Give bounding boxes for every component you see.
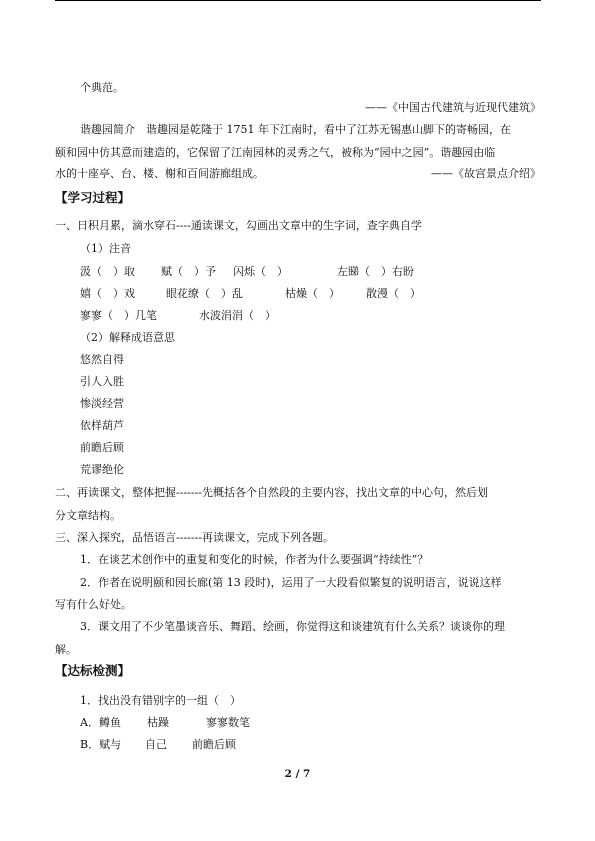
paragraph-line: 水的十座亭、台、楼、榭和百间游廊组成。: [55, 167, 264, 180]
page-number: 2 / 7: [284, 768, 311, 780]
option-b-word: 自己: [145, 738, 167, 751]
option-a: A．鳟鱼: [80, 716, 121, 729]
sub-heading: （1）注音: [80, 242, 131, 255]
pinyin-item: 水波涓涓（ ）: [199, 309, 276, 322]
idiom-item: 前瞻后顾: [80, 441, 124, 454]
pinyin-item: 眼花缭（ ）乱: [166, 287, 243, 300]
header-rule: [55, 0, 541, 1]
option-b: B．赋与: [80, 738, 122, 751]
question: 写有什么好处。: [55, 598, 132, 611]
question: 解。: [55, 643, 77, 656]
question: 2．作者在说明颐和园长廊(第 13 段时)，运用了一大段看似繁复的说明语言，说说这样: [80, 576, 502, 589]
pinyin-item: 赋（ ）予: [161, 265, 216, 278]
sub-heading: （2）解释成语意思: [80, 331, 175, 344]
option-a-word: 枯躁: [147, 716, 169, 729]
idiom-item: 荒谬绝伦: [80, 463, 124, 476]
idiom-item: 悠然自得: [80, 353, 124, 366]
option-a-word: 寥寥数笔: [206, 716, 250, 729]
task-item: 一、日积月累，滴水穿石----通读课文，勾画出文章中的生字词，查字典自学: [55, 219, 422, 232]
citation: ——《中国古代建筑与近现代建筑》: [365, 101, 541, 114]
option-b-word: 前瞻后顾: [192, 738, 236, 751]
idiom-item: 依样葫芦: [80, 419, 124, 432]
pinyin-item: 左睇（ ）右盼: [337, 265, 414, 278]
pinyin-item: 闪烁（ ）: [233, 265, 288, 278]
pinyin-item: 枯燥（ ）: [285, 287, 340, 300]
pinyin-item: 汲（ ）取: [80, 265, 135, 278]
section-heading-assessment: 【达标检测】: [55, 663, 131, 678]
section-heading-learning-process: 【学习过程】: [55, 190, 131, 205]
paragraph-line: 颐和园中仿其意而建造的，它保留了江南园林的灵秀之气，被称为“园中之园”。谐趣园由临: [55, 146, 496, 159]
paragraph-line: 谐趣园简介 谐趣园是乾隆于 1751 年下江南时，看中了江苏无锡惠山脚下的寄畅园，在: [80, 123, 511, 136]
task-item: 分文章结构。: [55, 509, 121, 522]
pinyin-item: 嬉（ ）戏: [80, 287, 135, 300]
idiom-item: 惨淡经营: [80, 397, 124, 410]
citation: ——《故宫景点介绍》: [431, 167, 541, 180]
question: 1．在谈艺术创作中的重复和变化的时候，作者为什么要强调“持续性”？: [80, 553, 429, 566]
pinyin-item: 散漫（ ）: [366, 287, 421, 300]
intro-line: 个典范。: [80, 81, 124, 94]
task-item: 二、再读课文，整体把握-------先概括各个自然段的主要内容，找出文章的中心句，然后划: [55, 486, 489, 499]
pinyin-item: 寥寥（ ）几笔: [80, 309, 157, 322]
question: 3．课文用了不少笔墨谈音乐、舞蹈、绘画，你觉得这和谈建筑有什么关系？谈谈你的理: [80, 620, 505, 633]
idiom-item: 引人入胜: [80, 375, 124, 388]
question: 1．找出没有错别字的一组（ ）: [80, 694, 241, 707]
task-item: 三、深入探究，品悟语言-------再读课文，完成下列各题。: [55, 531, 335, 544]
